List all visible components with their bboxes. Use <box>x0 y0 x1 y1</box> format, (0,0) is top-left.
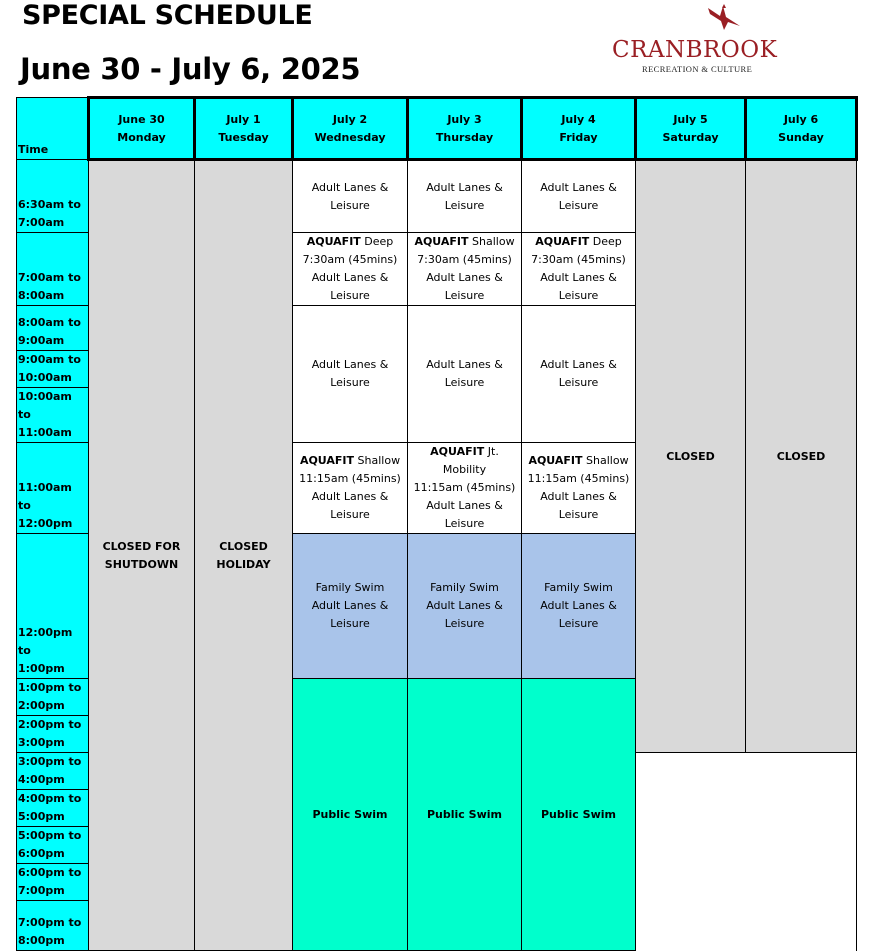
day-weekday: Tuesday <box>218 130 269 144</box>
closed-sunday-cell: CLOSED <box>746 160 857 753</box>
time-slot: 6:00pm to 7:00pm <box>17 864 89 901</box>
day-header-jun30 <box>89 98 195 160</box>
time-slot: 7:00pm to 8:00pm <box>17 901 89 951</box>
time-slot: 5:00pm to 6:00pm <box>17 827 89 864</box>
day-header-jul2 <box>293 98 408 160</box>
closed-shutdown-cell: CLOSED FOR SHUTDOWN <box>89 160 195 951</box>
activity-cell: AQUAFIT Shallow 7:30am (45mins) Adult Lanes & Leisure <box>408 233 522 306</box>
time-slot: 6:30am to 7:00am <box>17 160 89 233</box>
day-date: July 5 <box>673 112 708 126</box>
day-date: June 30 <box>118 112 165 126</box>
time-column-header: Time <box>17 98 89 160</box>
page-title: SPECIAL SCHEDULE <box>22 0 313 31</box>
time-slot: 12:00pm to 1:00pm <box>17 534 89 679</box>
day-header-jul4 <box>522 98 636 160</box>
day-header-jul6 <box>746 98 857 160</box>
public-swim-cell: Public Swim <box>293 679 408 951</box>
family-swim-cell: Family Swim Adult Lanes & Leisure <box>522 534 636 679</box>
time-slot: 3:00pm to 4:00pm <box>17 753 89 790</box>
public-swim-cell: Public Swim <box>522 679 636 951</box>
public-swim-cell: Public Swim <box>408 679 522 951</box>
logo-name: CRANBROOK <box>612 37 778 63</box>
time-slot: 10:00am to 11:00am <box>17 388 89 443</box>
activity-cell: AQUAFIT Jt. Mobility 11:15am (45mins) Adult Lanes & Leisure <box>408 443 522 534</box>
activity-cell: AQUAFIT Shallow 11:15am (45mins) Adult Lanes & Leisure <box>293 443 408 534</box>
activity-cell: Adult Lanes & Leisure <box>522 306 636 443</box>
time-slot: 8:00am to 9:00am <box>17 306 89 351</box>
activity-cell: AQUAFIT Deep 7:30am (45mins) Adult Lanes & Leisure <box>522 233 636 306</box>
day-weekday: Wednesday <box>314 130 386 144</box>
time-slot: 4:00pm to 5:00pm <box>17 790 89 827</box>
closed-saturday-cell: CLOSED <box>636 160 746 753</box>
time-slot: 2:00pm to 3:00pm <box>17 716 89 753</box>
day-weekday: Thursday <box>435 130 494 144</box>
activity-cell: Adult Lanes & Leisure <box>293 306 408 443</box>
activity-cell: Adult Lanes & Leisure <box>408 160 522 233</box>
activity-cell: Adult Lanes & Leisure <box>408 306 522 443</box>
day-date: July 3 <box>447 112 482 126</box>
time-slot: 9:00am to 10:00am <box>17 351 89 388</box>
day-date: July 6 <box>783 112 819 126</box>
date-range: June 30 - July 6, 2025 <box>20 52 361 86</box>
activity-cell: Adult Lanes & Leisure <box>293 160 408 233</box>
schedule-table <box>16 96 857 951</box>
day-header-jul1 <box>195 98 293 160</box>
day-weekday: Sunday <box>778 130 824 144</box>
activity-cell: AQUAFIT Shallow 11:15am (45mins) Adult Lanes & Leisure <box>522 443 636 534</box>
logo-tagline: RECREATION & CULTURE <box>642 64 753 74</box>
cranbrook-logo <box>610 2 782 76</box>
activity-cell: Adult Lanes & Leisure <box>522 160 636 233</box>
day-weekday: Friday <box>559 130 598 144</box>
day-date: July 1 <box>226 112 261 126</box>
family-swim-cell: Family Swim Adult Lanes & Leisure <box>408 534 522 679</box>
time-slot: 11:00am to 12:00pm <box>17 443 89 534</box>
time-slot: 1:00pm to 2:00pm <box>17 679 89 716</box>
day-date: July 2 <box>332 112 368 126</box>
table-row <box>17 160 857 233</box>
day-weekday: Saturday <box>662 130 719 144</box>
day-date: July 4 <box>561 112 596 126</box>
time-slot: 7:00am to 8:00am <box>17 233 89 306</box>
closed-holiday-cell: CLOSED HOLIDAY <box>195 160 293 951</box>
activity-cell: AQUAFIT Deep 7:30am (45mins) Adult Lanes & Leisure <box>293 233 408 306</box>
day-header-jul5 <box>636 98 746 160</box>
day-weekday: Monday <box>117 130 166 144</box>
family-swim-cell: Family Swim Adult Lanes & Leisure <box>293 534 408 679</box>
day-header-jul3 <box>408 98 522 160</box>
header-row <box>17 98 857 160</box>
eagle-icon <box>706 2 742 32</box>
